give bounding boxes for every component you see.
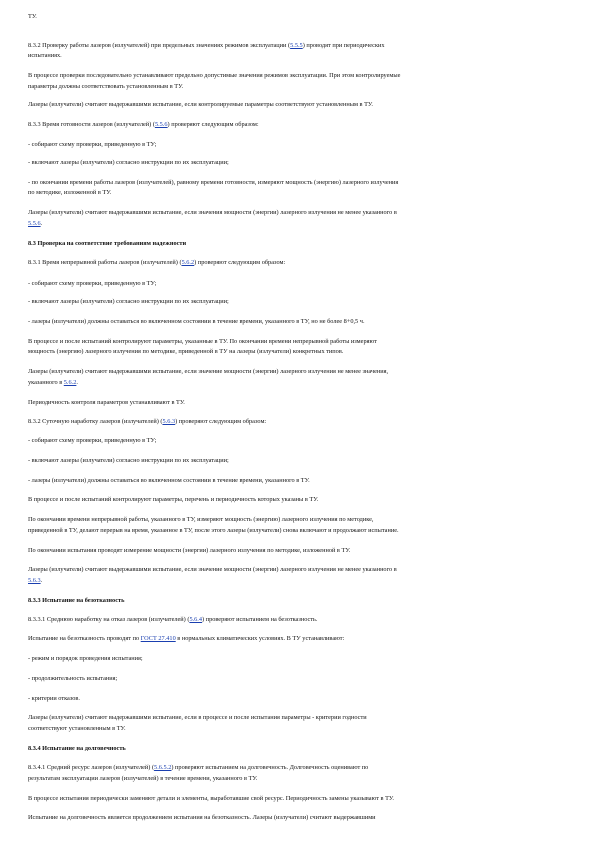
text-line [28,377,568,388]
text-segment: В процессе и после испытаний контролируют параметры, указанные в ТУ. По окончании времени непрерывной работы измеряют [28,338,377,345]
cross-reference-link[interactable]: 5.6.2 [63,379,77,386]
cross-reference-link[interactable]: 5.6.4 [189,616,203,623]
text-segment: в нормальных климатических условиях. В ТУ устанавливают: [175,635,345,642]
text-segment: - по окончании времени работы лазеров (излучателей), равному времени готовности, измеряют мощность (энергию) лазерного излучения [28,179,399,186]
text-segment: . [40,220,43,227]
text-line [28,575,568,586]
text-line [28,793,568,804]
text-segment: 8.3.4 Испытание на долговечность [28,745,126,752]
text-segment: ) проверяют следующим образом: [167,121,259,128]
list-item [28,139,568,150]
text-segment: ТУ. [28,13,37,20]
list-item [28,278,568,289]
cross-reference-link[interactable]: ГОСТ 27.410 [140,635,176,642]
text-line [28,712,568,723]
text-segment: приведенной в ТУ, делают перерыв на время, указанное в ТУ, после этого лазеры (излучатели) снова включают и продолжают испытание. [28,527,399,534]
text-segment: По окончании испытания проводят измерение мощности (энергии) лазерного излучения по методике, изложенной в ТУ. [28,547,351,554]
text-segment: - продолжительность испытания; [28,675,118,682]
text-segment: В процессе и после испытаний контролируют параметры, перечень и периодичность которых указаны в ТУ. [28,496,319,503]
text-segment: - режим и порядок проведения испытания; [28,655,143,662]
text-segment: В процессе испытания периодически заменяют детали и элементы, выработавшие свой ресурс. Периодичность замены указывают в ТУ. [28,795,394,802]
cross-reference-link[interactable]: 5.5.6 [154,121,168,128]
paragraph-8-3-1-line [28,257,568,268]
section-heading [28,595,568,606]
text-segment: Испытание на безотказность проводят по [28,635,141,642]
text-line [28,812,568,823]
paragraph-8-3-3-1-line [28,614,568,625]
text-segment: - собирают схему проверки, приведенную в ТУ; [28,437,157,444]
text-segment: - включают лазеры (излучатели) согласно инструкции по их эксплуатации; [28,298,229,305]
list-item [28,157,568,168]
text-segment: параметры должны соответствовать установленным в ТУ. [28,83,184,90]
text-segment: 8.3.3.1 Среднюю наработку на отказ лазеров (излучателей) ( [28,616,190,623]
text-segment: - собирают схему проверки, приведенную в ТУ; [28,280,157,287]
cross-reference-link[interactable]: 5.5.6 [28,220,41,227]
text-line [28,564,568,575]
text-segment: . [40,577,43,584]
text-line [28,81,568,92]
text-line [28,218,568,229]
text-segment: - включают лазеры (излучатели) согласно инструкции по их эксплуатации; [28,159,229,166]
cross-reference-link[interactable]: 5.6.3 [162,418,176,425]
text-segment: результатам эксплуатации лазеров (излучателей) в течение времени, указанного в ТУ. [28,775,258,782]
list-item [28,316,568,327]
list-item [28,673,568,684]
text-segment: Лазеры (излучатели) считают выдержавшими испытание, если контролируемые параметры соответствуют установленным в ТУ. [28,101,373,108]
text-segment: По окончании времени непрерывной работы, указанного в ТУ, измеряют мощность (энергию) лазерного излучения по методике, [28,516,374,523]
text-segment: ) проверяют испытанием на долговечность. Долговечность оценивают по [171,764,369,771]
text-segment: 8.3.4.1 Средний ресурс лазеров (излучателей) ( [28,764,155,771]
text-segment: - включают лазеры (излучатели) согласно инструкции по их эксплуатации; [28,457,229,464]
text-segment: 8.3.1 Время непрерывной работы лазеров (излучателей) ( [28,259,182,266]
text-line [28,397,568,408]
text-line [28,207,568,218]
text-segment: Лазеры (излучатели) считают выдержавшими испытание, если значение мощности (энергии) лазерного излучения не менее значения, [28,368,389,375]
cross-reference-link[interactable]: 5.6.2 [181,259,195,266]
cross-reference-link[interactable]: 5.5.5 [290,42,303,49]
list-item [28,653,568,664]
text-line [28,11,568,22]
paragraph-8-3-4-1-line [28,762,568,773]
text-segment: - критерии отказов. [28,695,80,702]
list-item [28,693,568,704]
text-line [28,346,568,357]
text-line [28,723,568,734]
cross-reference-link[interactable]: 5.6.3 [28,577,41,584]
text-segment: Лазеры (излучатели) считают выдержавшими испытание, если в процессе и после испытания параметры - критерии годности [28,714,367,721]
text-segment: по методике, изложенной в ТУ. [28,189,112,196]
text-line [28,514,568,525]
text-line [28,773,568,784]
text-segment: Лазеры (излучатели) считают выдержавшими испытание, если значение мощности (энергии) лазерного излучения не менее указанного в [28,566,397,573]
section-heading [28,238,568,249]
text-line [28,525,568,536]
text-line [28,494,568,505]
text-line [28,70,568,81]
section-heading [28,743,568,754]
list-item [28,455,568,466]
text-line [28,50,568,61]
text-segment: Испытание на долговечность является продолжением испытания на безотказность. Лазеры (излучатели) считают выдержавшими [28,814,376,821]
text-segment: соответствуют установленным в ТУ. [28,725,126,732]
text-segment: 8.3.2 Суточную наработку лазеров (излучателей) ( [28,418,163,425]
list-item [28,475,568,486]
list-item [28,435,568,446]
text-line [28,366,568,377]
text-segment: В процессе проверки последовательно устанавливают предельно допустимые значения режимов эксплуатации. При этом контролируемые [28,72,401,79]
paragraph-8-3-2-line [28,416,568,427]
text-segment: - лазеры (излучатели) должны оставаться во включенном состоянии в течение времени, указанного в ТУ, но не более 8+0,5 ч. [28,318,365,325]
text-segment: указанного в [28,379,64,386]
text-line [28,187,568,198]
text-segment: 8.3 Проверка на соответствие требованиям надежности [28,240,187,247]
text-line [28,545,568,556]
text-segment: мощность (энергию) лазерного излучения по методике, приведенной в ТУ на лазеры (излучатели) конкретных типов. [28,348,344,355]
text-segment: ) проводят при периодических [302,42,385,49]
text-segment: 8.3.3 Время готовности лазеров (излучателей) ( [28,121,155,128]
text-segment: Лазеры (излучатели) считают выдержавшими испытание, если значения мощности (энергии) лазерного излучения не менее указанного в [28,209,397,216]
text-segment: испытаниях. [28,52,62,59]
text-segment: ) проверяют следующим образом: [194,259,286,266]
cross-reference-link[interactable]: 5.6.5.2 [154,764,172,771]
text-segment: . [76,379,78,386]
text-segment: ) проверяют испытанием на безотказность. [202,616,318,623]
text-segment: - собирают схему проверки, приведенную в ТУ; [28,141,157,148]
text-segment: Периодичность контроля параметров устанавливают в ТУ. [28,399,185,406]
text-segment: 8.3.2 Проверку работы лазеров (излучателей) при предельных значениях режимов эксплуатации ( [28,42,291,49]
text-segment: - лазеры (излучатели) должны оставаться во включенном состоянии в течение времени, указанного в ТУ. [28,477,310,484]
text-line [28,99,568,110]
text-segment: ) проверяют следующим образом: [175,418,267,425]
text-line [28,633,568,644]
text-segment: 8.3.3 Испытание на безотказность [28,597,125,604]
paragraph-8-3-3-line [28,119,568,130]
list-item [28,296,568,307]
